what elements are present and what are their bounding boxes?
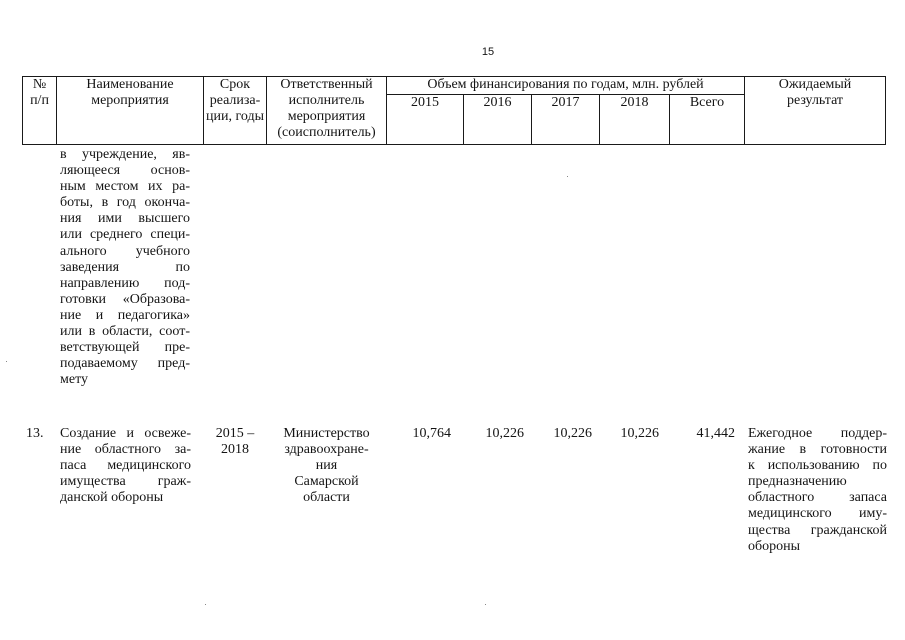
cell-line: предназначению [748,474,847,490]
row-name-cell [60,426,191,506]
cell-line: к использованию по [748,458,887,474]
cell-line: ветствующей пре- [60,340,190,356]
cell-line: ния ими высшего [60,211,190,227]
cell-line: здравоохране- [284,442,369,458]
row-result-cell [748,426,887,555]
cell-line: 2018 [221,442,249,458]
scan-speck [6,361,7,362]
cell-line: имущества граж- [60,474,191,490]
cell-line: ляющееся основ- [60,163,190,179]
cell-line: областного запаса [748,490,887,506]
cell-line: боты, в год оконча- [60,195,190,211]
header-funding-group: Объем финансирования по годам, млн. рублей [427,77,704,92]
cell-line: подаваемому пред- [60,356,190,372]
header-year-2017: 2017 [551,95,580,110]
row-responsible-cell [267,426,386,506]
cell-line: заведения по [60,259,190,275]
header-num: № п/п [30,77,49,108]
row-value-total: 41,442 [696,426,735,441]
row-value-2016: 10,226 [485,426,524,441]
col-border [885,76,886,145]
cell-line: или среднего специ- [60,227,190,243]
cell-line: мету [60,372,89,388]
cell-line: Создание и освеже- [60,426,191,441]
cell-line: ние областного за- [60,442,191,458]
cell-line: или в области, соот- [60,324,190,340]
cell-line: области [303,490,350,506]
continuation-name-cell [60,147,190,388]
header-year-2015: 2015 [411,95,439,110]
cell-line: щества гражданской [748,522,887,538]
cell-line: ния [315,458,338,474]
cell-line: в учреждение, яв- [60,147,190,162]
header-name: Наименование мероприятия [86,77,174,108]
row-number: 13. [26,426,44,441]
cell-line: ального учебного [60,243,190,259]
cell-line: Ежегодное поддер- [748,426,887,441]
cell-line: Самарской [294,474,359,490]
header-term: Срок реализа- ции, годы [206,77,264,124]
table-header-bottom-border [22,144,886,145]
row-value-2015: 10,764 [412,426,451,441]
row-value-2018: 10,226 [620,426,659,441]
cell-line: готовки «Образова- [60,291,190,307]
cell-line: Министерство [283,426,370,441]
cell-line: жание в готовности [748,442,887,458]
header-total: Всего [689,95,725,110]
cell-line: медицинского иму- [748,506,887,522]
scan-speck [205,604,206,605]
cell-line: ным местом их ра- [60,179,190,195]
cell-line: обороны [748,538,801,554]
cell-line: направлению под- [60,275,190,291]
row-value-2017: 10,226 [553,426,592,441]
cell-line: 2015 – [215,426,255,441]
header-result: Ожидаемый результат [778,77,852,108]
cell-line: данской обороны [60,490,164,506]
cell-line: ние и педагогика» [60,307,190,323]
scan-speck [485,604,486,605]
header-year-2018: 2018 [620,95,649,110]
scan-speck [567,176,568,177]
cell-line: паса медицинского [60,458,191,474]
page-number: 15 [481,46,495,58]
header-responsible: Ответственный исполнитель мероприятия (соисполнитель) [277,77,376,140]
header-year-2016: 2016 [483,95,512,110]
row-term-cell [204,426,266,458]
